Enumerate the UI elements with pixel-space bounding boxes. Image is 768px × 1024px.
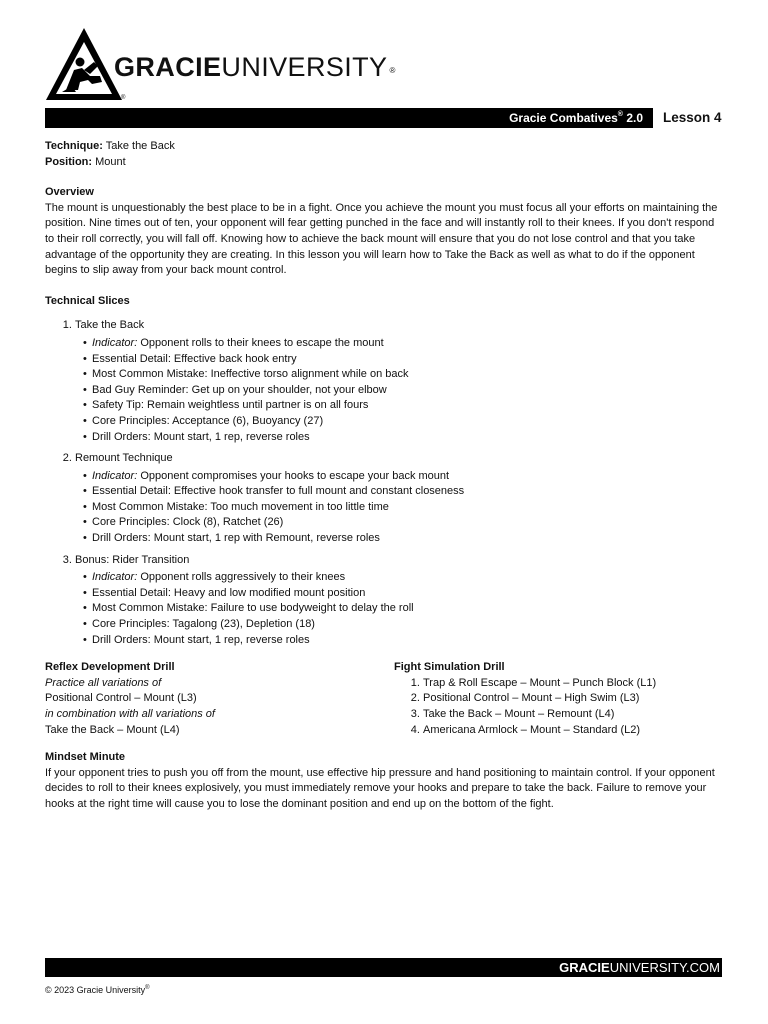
technique-line: Technique: Take the Back (45, 140, 175, 152)
copyright: © 2023 Gracie University® (45, 985, 150, 995)
reflex-line: in combination with all variations of (45, 708, 215, 720)
footer-site-link[interactable]: GRACIEUNIVERSITY.COM (559, 960, 720, 975)
bullet-item: • Drill Orders: Mount start, 1 rep, reverse roles (92, 633, 725, 649)
bullet-item: • Core Principles: Acceptance (6), Buoyancy (27) (92, 414, 725, 430)
bullet-item: • Bad Guy Reminder: Get up on your shoulder, not your elbow (92, 383, 725, 399)
mindset-heading: Mindset Minute (45, 751, 126, 764)
bullet-item: • Drill Orders: Mount start, 1 rep with Remount, reverse roles (92, 531, 725, 547)
slice-item: 2. Remount Technique • Indicator: Opponent compromises your hooks to escape your back mount • Essential Detail: Effective hook transfer to full mount and constant closeness • Most Common Mistake: Too much movement in too little time • Core Principles: Clock (8), Ratchet (26) • Drill Orders: Mount start, 1 rep with Remount, reverse roles (75, 451, 725, 547)
bullet-item: • Most Common Mistake: Ineffective torso alignment while on back (92, 367, 725, 383)
overview-heading: Overview (45, 186, 94, 199)
header-bar (45, 108, 653, 128)
fight-list (394, 676, 724, 738)
fight-item: 3. Take the Back – Mount – Remount (L4) (423, 707, 724, 723)
lesson-content (45, 139, 725, 813)
reflex-line: Positional Control – Mount (L3) (45, 692, 197, 705)
reflex-heading: Reflex Development Drill (45, 661, 175, 674)
bullet-item: • Indicator: Opponent rolls to their knees to escape the mount (92, 336, 725, 352)
bullet-item: • Indicator: Opponent rolls aggressively to their knees (92, 570, 725, 586)
position-line: Position: Mount (45, 155, 126, 168)
bullet-item: • Drill Orders: Mount start, 1 rep, reverse roles (92, 430, 725, 446)
logo-registered-mark: ® (121, 95, 126, 101)
slice-item: 3. Bonus: Rider Transition • Indicator: Opponent rolls aggressively to their knees • Essential Detail: Heavy and low modified mount position • Most Common Mistake: Failure to use bodyweight to delay the roll • Core Principles: Tagalong (23), Depletion (18) • Drill Orders: Mount start, 1 rep, reverse roles (75, 553, 725, 649)
fight-simulation-drill (394, 660, 724, 738)
overview-text: The mount is unquestionably the best place to be in a fight. Once you achieve the mount you must focus all your efforts on maintaining the position. Nine times out of ten, your opponent will fear getting punched in the face and will instantly roll to their knees. If you don't respond to their roll correctly, you will fall off. Knowing how to achieve the back mount will ensure that you do not lose control and that you take advantage of the opportunity they are creating. In this lesson you will learn how to Take the Back as well as what to do if the opponent begins to slip away from your back mount control. (45, 201, 718, 277)
technical-slices-heading: Technical Slices (45, 294, 130, 307)
bullet-item: • Core Principles: Clock (8), Ratchet (26) (92, 515, 725, 531)
bullet-item: • Indicator: Opponent compromises your hooks to escape your back mount (92, 469, 725, 485)
bullet-item: • Essential Detail: Effective hook transfer to full mount and constant closeness (92, 484, 725, 500)
fight-item: 4. Americana Armlock – Mount – Standard (L2) (423, 723, 724, 739)
fight-item: 2. Positional Control – Mount – High Swim (L3) (423, 691, 724, 707)
reflex-drill (45, 660, 375, 738)
drills-section (45, 660, 725, 740)
fight-item: 1. Trap & Roll Escape – Mount – Punch Block (L1) (423, 676, 724, 692)
bullet-item: • Essential Detail: Effective back hook entry (92, 352, 725, 368)
bullet-item: • Core Principles: Tagalong (23), Depletion (18) (92, 617, 725, 633)
lesson-number: Lesson 4 (663, 110, 722, 125)
reflex-line: Take the Back – Mount (L4) (45, 723, 180, 736)
bullet-item: • Safety Tip: Remain weightless until partner is on all fours (92, 398, 725, 414)
course-title: Gracie Combatives® 2.0 (509, 111, 643, 125)
technical-slices-list (45, 318, 725, 648)
bullet-item: • Essential Detail: Heavy and low modified mount position (92, 586, 725, 602)
footer-bar (45, 958, 722, 977)
bullet-item: • Most Common Mistake: Failure to use bodyweight to delay the roll (92, 601, 725, 617)
mindset-text: If your opponent tries to push you off from the mount, use effective hip pressure and hand positioning to maintain control. If your opponent decides to roll to their knees explosively, you must immediately remove your hooks and prepare to take the back. Failure to remove your hooks at the right time will cause you to lose the dominant position and end up on the bottom of the fight. (45, 766, 715, 810)
brand-wordmark: GRACIEUNIVERSITY ® (114, 52, 396, 82)
fight-heading: Fight Simulation Drill (394, 661, 505, 674)
reflex-line: Practice all variations of (45, 676, 162, 689)
bullet-item: • Most Common Mistake: Too much movement in too little time (92, 500, 725, 516)
slice-item: 1. Take the Back • Indicator: Opponent rolls to their knees to escape the mount • Essential Detail: Effective back hook entry • Most Common Mistake: Ineffective torso alignment while on back • Bad Guy Reminder: Get up on your shoulder, not your elbow • Safety Tip: Remain weightless until partner is on all fours • Core Principles: Acceptance (6), Buoyancy (27) • Drill Orders: Mount start, 1 rep, reverse roles (75, 318, 725, 445)
